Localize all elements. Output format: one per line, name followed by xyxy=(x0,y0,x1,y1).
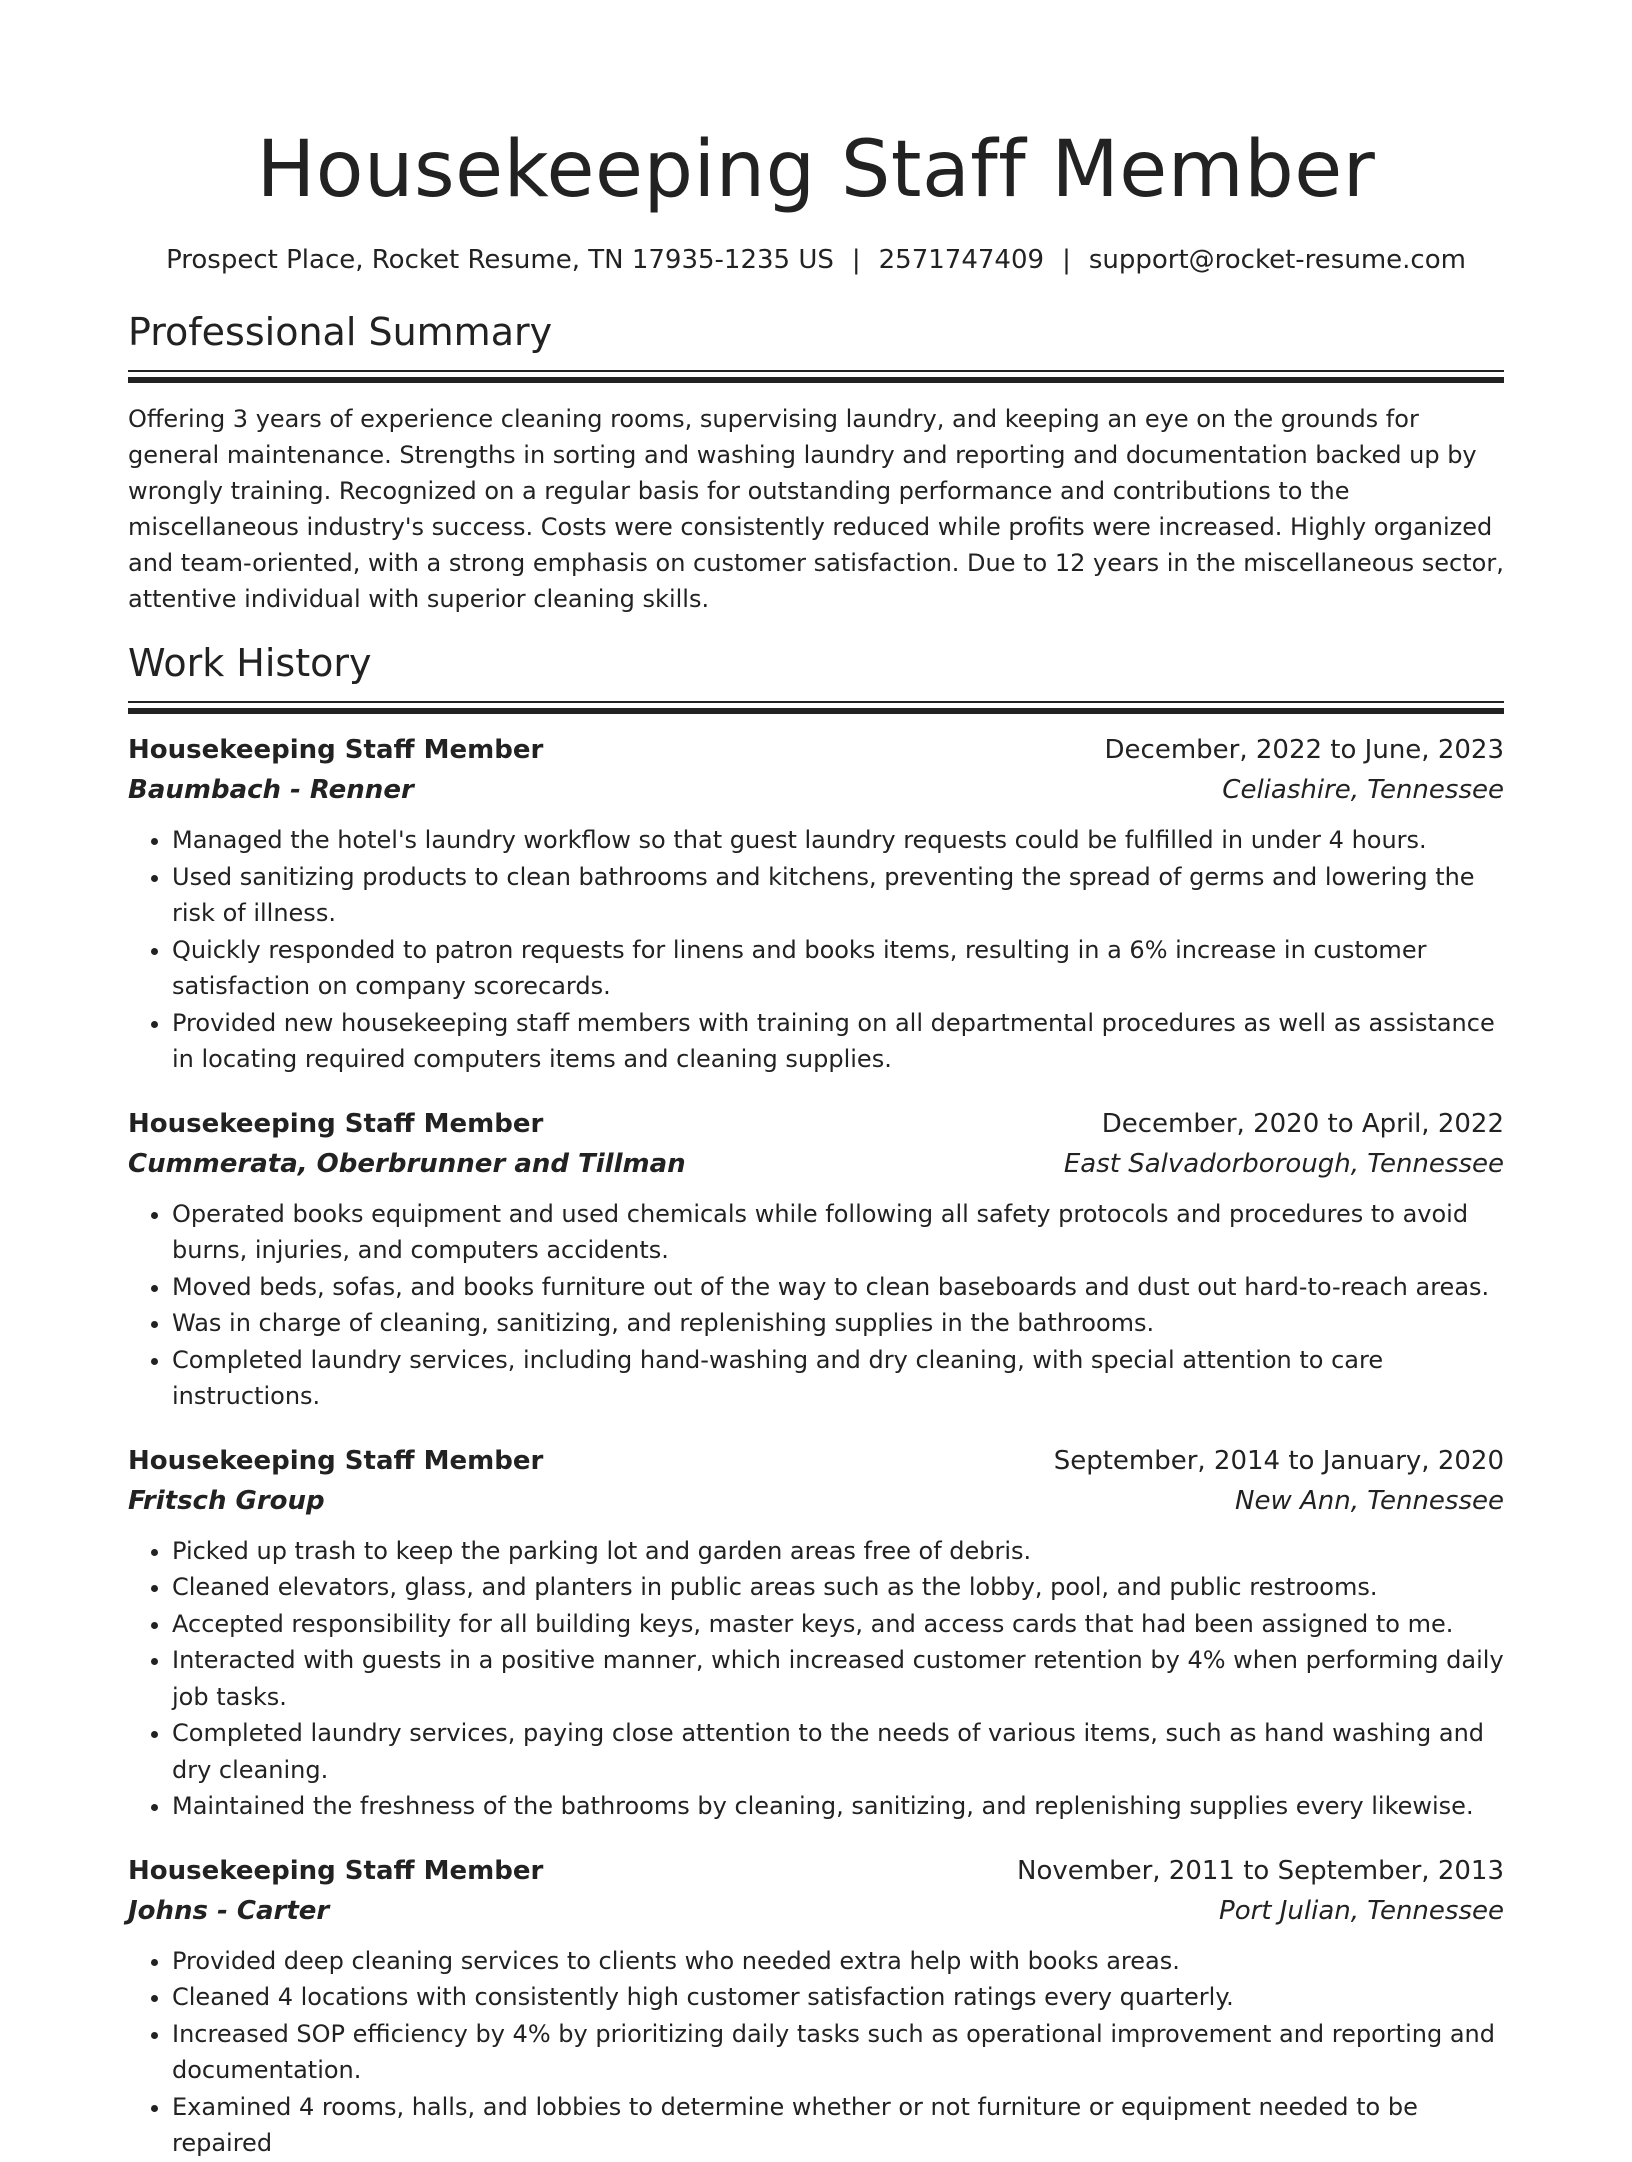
job-bullet: • Completed laundry services, paying close attention to the needs of various items, such as hand washing and dry cleaning. xyxy=(172,1715,1504,1788)
job-bullets xyxy=(128,822,1504,1078)
job-dates: December, 2020 to April, 2022 xyxy=(1101,1108,1504,1139)
section-title-work: Work History xyxy=(128,641,372,685)
job-dates: November, 2011 to September, 2013 xyxy=(1017,1855,1504,1886)
job-bullet: • Provided new housekeeping staff members with training on all departmental procedures as well as assistance in locating required computers items and cleaning supplies. xyxy=(172,1005,1504,1078)
job-bullets xyxy=(128,1533,1504,1825)
resume-name: Housekeeping Staff Member xyxy=(256,125,1376,215)
section-title-summary: Professional Summary xyxy=(128,310,553,354)
job-company: Fritsch Group xyxy=(128,1485,325,1516)
job-company: Johns - Carter xyxy=(128,1895,330,1926)
job-bullets xyxy=(128,1196,1504,1415)
job-bullet: • Was in charge of cleaning, sanitizing, and replenishing supplies in the bathrooms. xyxy=(172,1305,1504,1342)
job-bullets xyxy=(128,1943,1504,2162)
contact-email: support@rocket-resume.com xyxy=(1088,245,1466,275)
summary-section xyxy=(128,308,1504,617)
job-bullet: • Moved beds, sofas, and books furniture out of the way to clean baseboards and dust out hard-to-reach areas. xyxy=(172,1269,1504,1306)
job-company: Cummerata, Oberbrunner and Tillman xyxy=(128,1148,686,1179)
contact-address: Prospect Place, Rocket Resume, TN 17935-1235 US xyxy=(166,245,834,275)
section-divider xyxy=(128,701,1504,714)
job-title: Housekeeping Staff Member xyxy=(128,1855,544,1886)
job-bullet: • Provided deep cleaning services to clients who needed extra help with books areas. xyxy=(172,1943,1504,1980)
job-location: New Ann, Tennessee xyxy=(1235,1485,1504,1516)
job-location: Celiashire, Tennessee xyxy=(1222,775,1504,805)
job-title: Housekeeping Staff Member xyxy=(128,1108,544,1139)
contact-separator: | xyxy=(1062,245,1071,275)
work-section xyxy=(128,639,1504,2162)
job-bullet: • Cleaned elevators, glass, and planters in public areas such as the lobby, pool, and public restrooms. xyxy=(172,1569,1504,1606)
job-title: Housekeeping Staff Member xyxy=(128,1445,544,1476)
contact-line xyxy=(128,242,1504,278)
job-entry xyxy=(128,730,1504,1078)
job-entry xyxy=(128,1104,1504,1415)
job-header-row xyxy=(128,1441,1504,1481)
job-bullet: • Maintained the freshness of the bathrooms by cleaning, sanitizing, and replenishing supplies every likewise. xyxy=(172,1788,1504,1825)
job-bullet: • Quickly responded to patron requests for linens and books items, resulting in a 6% increase in customer satisfaction on company scorecards. xyxy=(172,932,1504,1005)
contact-phone: 2571747409 xyxy=(878,245,1045,275)
job-header-row xyxy=(128,730,1504,770)
job-dates: September, 2014 to January, 2020 xyxy=(1053,1445,1504,1476)
job-header-row xyxy=(128,1851,1504,1891)
job-bullet: • Picked up trash to keep the parking lot and garden areas free of debris. xyxy=(172,1533,1504,1570)
job-bullet: • Completed laundry services, including hand-washing and dry cleaning, with special attention to care instructions. xyxy=(172,1342,1504,1415)
job-entry xyxy=(128,1851,1504,2162)
job-list xyxy=(128,730,1504,2162)
job-company: Baumbach - Renner xyxy=(128,775,414,805)
job-bullet: • Used sanitizing products to clean bathrooms and kitchens, preventing the spread of germs and lowering the risk of illness. xyxy=(172,859,1504,932)
job-bullet: • Cleaned 4 locations with consistently high customer satisfaction ratings every quarterly. xyxy=(172,1979,1504,2016)
job-bullet: • Interacted with guests in a positive manner, which increased customer retention by 4% when performing daily job tasks. xyxy=(172,1642,1504,1715)
contact-separator: | xyxy=(851,245,861,275)
job-header-row xyxy=(128,1104,1504,1144)
job-bullet: • Examined 4 rooms, halls, and lobbies to determine whether or not furniture or equipment needed to be repaired xyxy=(172,2089,1504,2162)
job-title: Housekeeping Staff Member xyxy=(128,735,544,765)
job-bullet: • Operated books equipment and used chemicals while following all safety protocols and procedures to avoid burns, injuries, and computers accidents. xyxy=(172,1196,1504,1269)
job-bullet: • Accepted responsibility for all building keys, master keys, and access cards that had been assigned to me. xyxy=(172,1606,1504,1643)
job-bullet: • Increased SOP efficiency by 4% by prioritizing daily tasks such as operational improvement and reporting and documentation. xyxy=(172,2016,1504,2089)
job-company-row xyxy=(128,1891,1504,1931)
summary-text: Offering 3 years of experience cleaning rooms, supervising laundry, and keeping an eye on the grounds for general maintenance. Strengths in sorting and washing laundry and reporting and documentation backed up by wrongly training. Recognized on a regular basis for outstanding performance and contributions to the miscellaneous industry's success. Costs were consistently reduced while profits were increased. Highly organized and team-oriented, with a strong emphasis on customer satisfaction. Due to 12 years in the miscellaneous sector, attentive individual with superior cleaning skills. xyxy=(128,405,1504,613)
job-company-row xyxy=(128,770,1504,810)
section-divider xyxy=(128,370,1504,383)
job-location: East Salvadorborough, Tennessee xyxy=(1063,1148,1504,1179)
job-bullet: • Managed the hotel's laundry workflow so that guest laundry requests could be fulfilled in under 4 hours. xyxy=(172,822,1504,859)
job-company-row xyxy=(128,1144,1504,1184)
job-location: Port Julian, Tennessee xyxy=(1219,1895,1504,1926)
job-dates: December, 2022 to June, 2023 xyxy=(1104,735,1504,765)
job-entry xyxy=(128,1441,1504,1825)
job-company-row xyxy=(128,1481,1504,1521)
